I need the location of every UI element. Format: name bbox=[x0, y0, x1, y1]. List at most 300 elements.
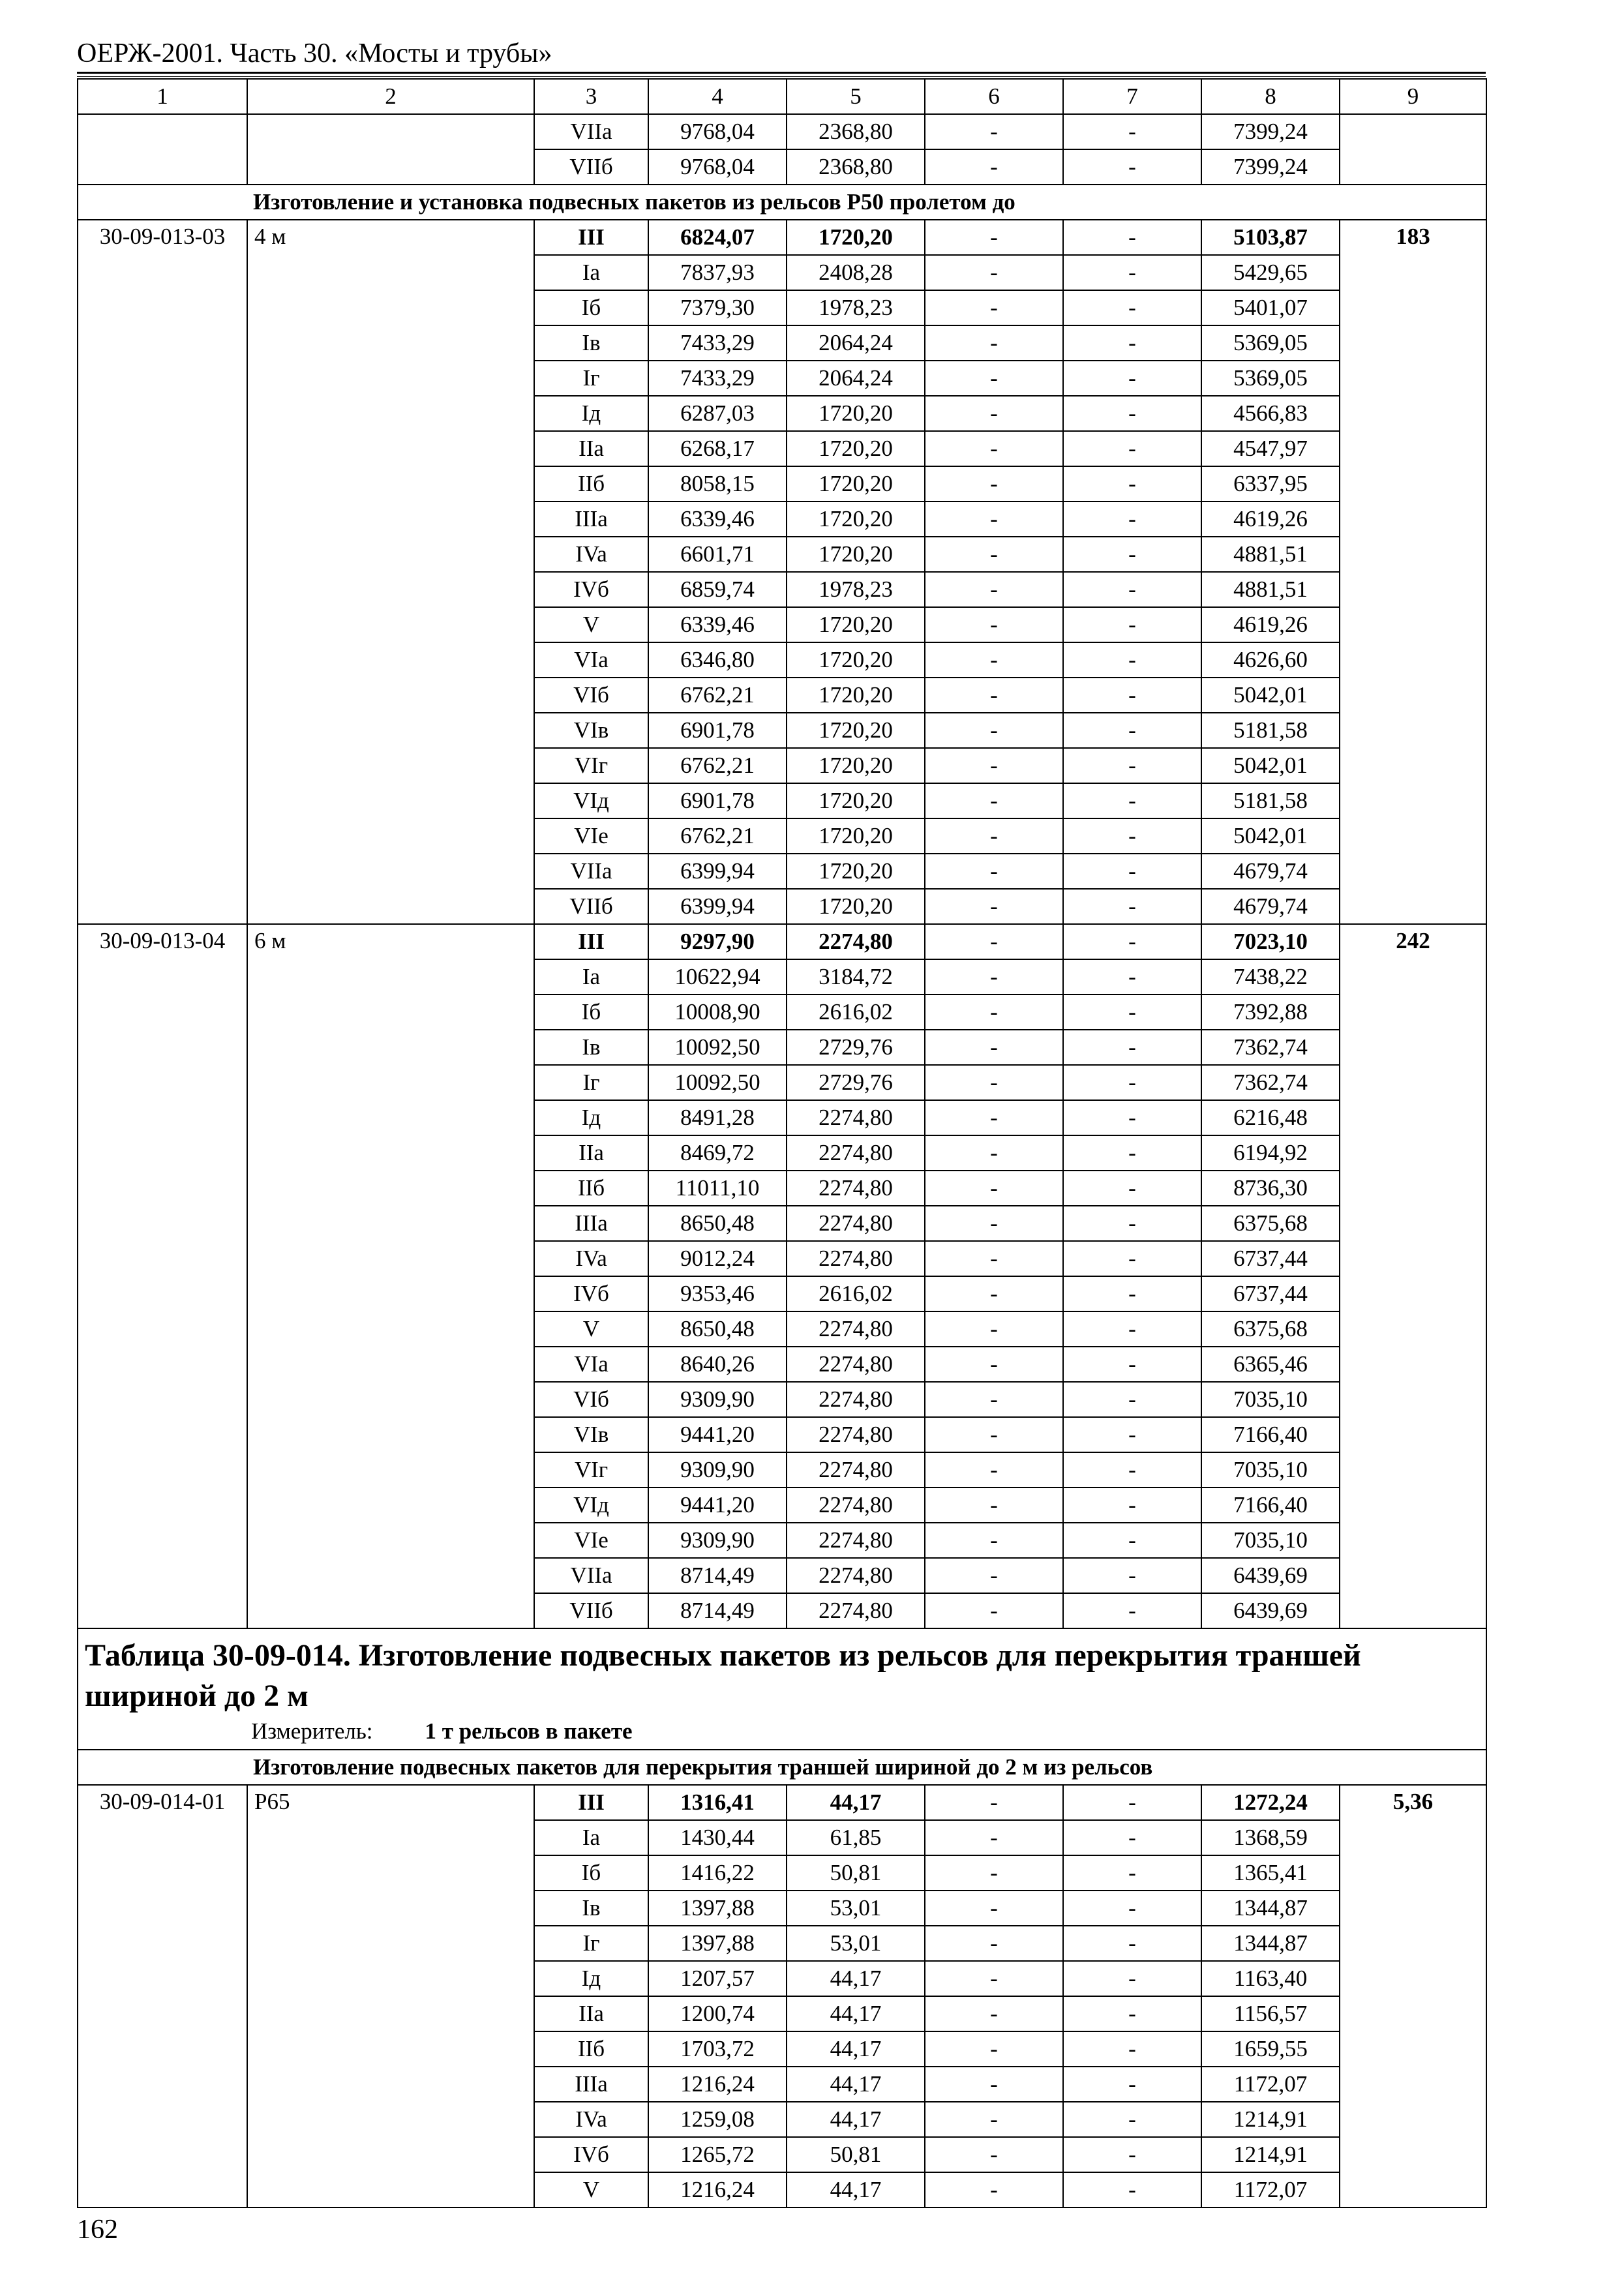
value-cell: 11011,10 bbox=[648, 1171, 787, 1206]
value-cell: VIд bbox=[534, 1488, 648, 1523]
column-number: 4 bbox=[648, 79, 787, 114]
value-cell: - bbox=[1063, 290, 1201, 325]
value-cell: - bbox=[925, 1891, 1063, 1926]
value-cell: 7166,40 bbox=[1201, 1488, 1340, 1523]
value-cell: VIIa bbox=[534, 854, 648, 889]
value-cell: - bbox=[1063, 678, 1201, 713]
value-cell: 7035,10 bbox=[1201, 1452, 1340, 1488]
column-number: 5 bbox=[787, 79, 925, 114]
value-cell: 1720,20 bbox=[787, 818, 925, 854]
value-cell: 4679,74 bbox=[1201, 854, 1340, 889]
value-cell: - bbox=[925, 1276, 1063, 1311]
value-cell: IIIa bbox=[534, 1206, 648, 1241]
value-cell: 6216,48 bbox=[1201, 1100, 1340, 1135]
value-cell: IIa bbox=[534, 1135, 648, 1171]
value-cell: 2274,80 bbox=[787, 1488, 925, 1523]
value-cell: - bbox=[1063, 1785, 1201, 1820]
value-cell: - bbox=[925, 1452, 1063, 1488]
value-cell: - bbox=[1063, 537, 1201, 572]
empty-cell bbox=[78, 114, 247, 185]
value-cell: 4881,51 bbox=[1201, 537, 1340, 572]
value-cell: - bbox=[925, 642, 1063, 678]
rate-code: 30-09-013-04 bbox=[78, 924, 247, 1628]
value-cell: 6399,94 bbox=[648, 854, 787, 889]
value-cell: 1344,87 bbox=[1201, 1926, 1340, 1961]
value-cell: 9309,90 bbox=[648, 1382, 787, 1417]
value-cell: - bbox=[925, 924, 1063, 959]
value-cell: - bbox=[1063, 572, 1201, 607]
value-cell: IIIa bbox=[534, 501, 648, 537]
value-cell: V bbox=[534, 607, 648, 642]
value-cell: - bbox=[925, 501, 1063, 537]
value-cell: - bbox=[1063, 1523, 1201, 1558]
value-cell: 1216,24 bbox=[648, 2172, 787, 2207]
value-cell: - bbox=[1063, 255, 1201, 290]
value-cell: 9309,90 bbox=[648, 1523, 787, 1558]
value-cell: - bbox=[925, 678, 1063, 713]
value-cell: - bbox=[925, 1593, 1063, 1628]
value-cell: 44,17 bbox=[787, 1961, 925, 1996]
column-number: 7 bbox=[1063, 79, 1201, 114]
value-cell: 9768,04 bbox=[648, 149, 787, 185]
value-cell: 5369,05 bbox=[1201, 325, 1340, 361]
value-cell: - bbox=[1063, 1961, 1201, 1996]
value-cell: - bbox=[1063, 1593, 1201, 1628]
value-cell: - bbox=[925, 1488, 1063, 1523]
value-cell: 7438,22 bbox=[1201, 959, 1340, 995]
value-cell: 6737,44 bbox=[1201, 1241, 1340, 1276]
value-cell: 1216,24 bbox=[648, 2067, 787, 2102]
value-cell: 4881,51 bbox=[1201, 572, 1340, 607]
value-cell: 2274,80 bbox=[787, 1417, 925, 1452]
value-cell: 8058,15 bbox=[648, 466, 787, 501]
value-cell: 61,85 bbox=[787, 1820, 925, 1855]
value-cell: V bbox=[534, 1311, 648, 1347]
value-cell: 8650,48 bbox=[648, 1311, 787, 1347]
value-cell: 6375,68 bbox=[1201, 1311, 1340, 1347]
value-cell: - bbox=[1063, 1030, 1201, 1065]
column-number: 2 bbox=[247, 79, 534, 114]
value-cell: 6901,78 bbox=[648, 713, 787, 748]
value-cell: 5042,01 bbox=[1201, 818, 1340, 854]
value-cell: - bbox=[925, 1347, 1063, 1382]
value-cell: 8491,28 bbox=[648, 1100, 787, 1135]
value-cell: 6399,94 bbox=[648, 889, 787, 924]
value-cell: Iв bbox=[534, 1891, 648, 1926]
value-cell: 5042,01 bbox=[1201, 748, 1340, 783]
value-cell: 1720,20 bbox=[787, 783, 925, 818]
value-cell: - bbox=[1063, 1996, 1201, 2031]
value-cell: - bbox=[1063, 1558, 1201, 1593]
value-cell: - bbox=[925, 396, 1063, 431]
value-cell: 6439,69 bbox=[1201, 1593, 1340, 1628]
value-cell: III bbox=[534, 924, 648, 959]
value-cell: 1259,08 bbox=[648, 2102, 787, 2137]
value-cell: Iг bbox=[534, 1065, 648, 1100]
value-cell: 6287,03 bbox=[648, 396, 787, 431]
value-cell: - bbox=[1063, 2137, 1201, 2172]
value-cell: IIб bbox=[534, 2031, 648, 2067]
value-cell: 1720,20 bbox=[787, 748, 925, 783]
value-cell: 1720,20 bbox=[787, 431, 925, 466]
value-cell: 2274,80 bbox=[787, 1135, 925, 1171]
value-cell: 1978,23 bbox=[787, 290, 925, 325]
value-cell: - bbox=[925, 1382, 1063, 1417]
value-cell: III bbox=[534, 1785, 648, 1820]
value-cell: 8714,49 bbox=[648, 1558, 787, 1593]
header-rule-thin bbox=[77, 76, 1486, 77]
value-cell: 1156,57 bbox=[1201, 1996, 1340, 2031]
value-cell: - bbox=[1063, 361, 1201, 396]
value-cell: 1659,55 bbox=[1201, 2031, 1340, 2067]
value-cell: 1720,20 bbox=[787, 466, 925, 501]
value-cell: IIб bbox=[534, 1171, 648, 1206]
value-cell: - bbox=[1063, 466, 1201, 501]
measure-unit-value: 1 т рельсов в пакете bbox=[425, 1718, 633, 1744]
value-cell: VIIб bbox=[534, 1593, 648, 1628]
value-cell: 9309,90 bbox=[648, 1452, 787, 1488]
section-heading: Изготовление подвесных пакетов для перекрытия траншей шириной до 2 м из рельсов bbox=[78, 1750, 1486, 1785]
value-cell: 8469,72 bbox=[648, 1135, 787, 1171]
value-cell: 7399,24 bbox=[1201, 149, 1340, 185]
value-cell: - bbox=[925, 466, 1063, 501]
value-cell: 6346,80 bbox=[648, 642, 787, 678]
value-cell: Iб bbox=[534, 290, 648, 325]
value-cell: - bbox=[925, 1926, 1063, 1961]
value-cell: - bbox=[1063, 1241, 1201, 1276]
value-cell: 2408,28 bbox=[787, 255, 925, 290]
value-cell: VIa bbox=[534, 1347, 648, 1382]
value-cell: 5042,01 bbox=[1201, 678, 1340, 713]
empty-cell bbox=[247, 114, 534, 185]
value-cell: - bbox=[925, 1065, 1063, 1100]
rate-column-9: 183 bbox=[1340, 220, 1486, 924]
value-cell: - bbox=[1063, 748, 1201, 783]
value-cell: 44,17 bbox=[787, 2172, 925, 2207]
value-cell: 50,81 bbox=[787, 2137, 925, 2172]
value-cell: Iв bbox=[534, 1030, 648, 1065]
value-cell: 4619,26 bbox=[1201, 501, 1340, 537]
value-cell: IIб bbox=[534, 466, 648, 501]
section-heading-row bbox=[78, 185, 1486, 220]
value-cell: 7035,10 bbox=[1201, 1523, 1340, 1558]
value-cell: IVa bbox=[534, 537, 648, 572]
value-cell: 6824,07 bbox=[648, 220, 787, 255]
value-cell: 2729,76 bbox=[787, 1030, 925, 1065]
value-cell: 6339,46 bbox=[648, 607, 787, 642]
value-cell: - bbox=[1063, 818, 1201, 854]
value-cell: VIд bbox=[534, 783, 648, 818]
value-cell: Iд bbox=[534, 396, 648, 431]
value-cell: 2274,80 bbox=[787, 1241, 925, 1276]
value-cell: 2616,02 bbox=[787, 995, 925, 1030]
value-cell: - bbox=[925, 889, 1063, 924]
value-cell: - bbox=[1063, 1417, 1201, 1452]
value-cell: 7837,93 bbox=[648, 255, 787, 290]
measure-unit-label: Измеритель: bbox=[251, 1718, 373, 1744]
value-cell: Iв bbox=[534, 325, 648, 361]
running-title: ОЕРЖ-2001. Часть 30. «Мосты и трубы» bbox=[77, 38, 552, 68]
value-cell: 2274,80 bbox=[787, 1347, 925, 1382]
value-cell: - bbox=[925, 1523, 1063, 1558]
value-cell: - bbox=[925, 713, 1063, 748]
value-cell: III bbox=[534, 220, 648, 255]
value-cell: - bbox=[1063, 607, 1201, 642]
value-cell: 1720,20 bbox=[787, 220, 925, 255]
value-cell: - bbox=[925, 1171, 1063, 1206]
value-cell: 5181,58 bbox=[1201, 783, 1340, 818]
value-cell: 8736,30 bbox=[1201, 1171, 1340, 1206]
value-cell: 9353,46 bbox=[648, 1276, 787, 1311]
value-cell: - bbox=[925, 1996, 1063, 2031]
value-cell: VIe bbox=[534, 818, 648, 854]
value-cell: 10008,90 bbox=[648, 995, 787, 1030]
value-cell: - bbox=[1063, 854, 1201, 889]
value-cell: 9297,90 bbox=[648, 924, 787, 959]
value-cell: 6339,46 bbox=[648, 501, 787, 537]
value-cell: - bbox=[925, 2172, 1063, 2207]
value-cell: 7166,40 bbox=[1201, 1417, 1340, 1452]
value-cell: 2274,80 bbox=[787, 1311, 925, 1347]
value-cell: 1720,20 bbox=[787, 642, 925, 678]
value-cell: 1720,20 bbox=[787, 501, 925, 537]
value-cell: VIe bbox=[534, 1523, 648, 1558]
rate-code: 30-09-013-03 bbox=[78, 220, 247, 924]
value-cell: - bbox=[1063, 114, 1201, 149]
value-cell: 4679,74 bbox=[1201, 889, 1340, 924]
value-cell: 3184,72 bbox=[787, 959, 925, 995]
value-cell: 7433,29 bbox=[648, 361, 787, 396]
value-cell: - bbox=[925, 1311, 1063, 1347]
header-rule bbox=[77, 72, 1486, 74]
column-number: 8 bbox=[1201, 79, 1340, 114]
value-cell: Iг bbox=[534, 361, 648, 396]
value-cell: 7362,74 bbox=[1201, 1065, 1340, 1100]
value-cell: 1720,20 bbox=[787, 678, 925, 713]
value-cell: 1316,41 bbox=[648, 1785, 787, 1820]
value-cell: - bbox=[925, 607, 1063, 642]
value-cell: - bbox=[925, 1961, 1063, 1996]
value-cell: Ia bbox=[534, 1820, 648, 1855]
value-cell: 1978,23 bbox=[787, 572, 925, 607]
value-cell: Iд bbox=[534, 1961, 648, 1996]
value-cell: - bbox=[925, 1855, 1063, 1891]
value-cell: VIб bbox=[534, 1382, 648, 1417]
value-cell: 2729,76 bbox=[787, 1065, 925, 1100]
value-cell: 7379,30 bbox=[648, 290, 787, 325]
value-cell: - bbox=[925, 1135, 1063, 1171]
value-cell: 7433,29 bbox=[648, 325, 787, 361]
empty-cell bbox=[1340, 114, 1486, 185]
value-cell: 4566,83 bbox=[1201, 396, 1340, 431]
table-row bbox=[78, 114, 1486, 149]
table-row bbox=[78, 220, 1486, 255]
table-title-cell bbox=[78, 1628, 1486, 1750]
value-cell: 1720,20 bbox=[787, 396, 925, 431]
column-number: 3 bbox=[534, 79, 648, 114]
value-cell: 5181,58 bbox=[1201, 713, 1340, 748]
value-cell: - bbox=[1063, 995, 1201, 1030]
value-cell: 2274,80 bbox=[787, 1382, 925, 1417]
value-cell: 6268,17 bbox=[648, 431, 787, 466]
value-cell: 2368,80 bbox=[787, 149, 925, 185]
value-cell: - bbox=[1063, 1926, 1201, 1961]
value-cell: 2274,80 bbox=[787, 924, 925, 959]
value-cell: - bbox=[925, 220, 1063, 255]
value-cell: - bbox=[925, 783, 1063, 818]
value-cell: - bbox=[925, 2137, 1063, 2172]
value-cell: 6601,71 bbox=[648, 537, 787, 572]
rate-name: Р65 bbox=[247, 1785, 534, 2207]
value-cell: 5429,65 bbox=[1201, 255, 1340, 290]
value-cell: IIa bbox=[534, 431, 648, 466]
value-cell: Ia bbox=[534, 959, 648, 995]
value-cell: IVб bbox=[534, 572, 648, 607]
value-cell: - bbox=[925, 2102, 1063, 2137]
value-cell: 2274,80 bbox=[787, 1523, 925, 1558]
value-cell: - bbox=[1063, 325, 1201, 361]
value-cell: 1214,91 bbox=[1201, 2137, 1340, 2172]
column-number: 9 bbox=[1340, 79, 1486, 114]
value-cell: - bbox=[1063, 783, 1201, 818]
value-cell: 1214,91 bbox=[1201, 2102, 1340, 2137]
value-cell: 1265,72 bbox=[648, 2137, 787, 2172]
value-cell: 9012,24 bbox=[648, 1241, 787, 1276]
value-cell: 2274,80 bbox=[787, 1100, 925, 1135]
value-cell: - bbox=[925, 995, 1063, 1030]
value-cell: 5369,05 bbox=[1201, 361, 1340, 396]
rate-column-9: 5,36 bbox=[1340, 1785, 1486, 2207]
value-cell: - bbox=[925, 818, 1063, 854]
value-cell: 44,17 bbox=[787, 2031, 925, 2067]
value-cell: 7035,10 bbox=[1201, 1382, 1340, 1417]
value-cell: 44,17 bbox=[787, 2067, 925, 2102]
value-cell: IVa bbox=[534, 2102, 648, 2137]
value-cell: 6762,21 bbox=[648, 748, 787, 783]
value-cell: 1368,59 bbox=[1201, 1820, 1340, 1855]
value-cell: VIa bbox=[534, 642, 648, 678]
value-cell: 10092,50 bbox=[648, 1030, 787, 1065]
value-cell: 53,01 bbox=[787, 1926, 925, 1961]
value-cell: - bbox=[1063, 1100, 1201, 1135]
value-cell: 2616,02 bbox=[787, 1276, 925, 1311]
value-cell: - bbox=[925, 2067, 1063, 2102]
value-cell: 8714,49 bbox=[648, 1593, 787, 1628]
value-cell: 2274,80 bbox=[787, 1206, 925, 1241]
table-title-row bbox=[78, 1628, 1486, 1750]
value-cell: 7362,74 bbox=[1201, 1030, 1340, 1065]
value-cell: IIa bbox=[534, 1996, 648, 2031]
rates-table bbox=[77, 78, 1487, 2208]
value-cell: 1703,72 bbox=[648, 2031, 787, 2067]
value-cell: 5401,07 bbox=[1201, 290, 1340, 325]
value-cell: Ia bbox=[534, 255, 648, 290]
rate-name: 4 м bbox=[247, 220, 534, 924]
value-cell: 4619,26 bbox=[1201, 607, 1340, 642]
value-cell: 1720,20 bbox=[787, 607, 925, 642]
value-cell: - bbox=[1063, 713, 1201, 748]
value-cell: VIг bbox=[534, 1452, 648, 1488]
value-cell: - bbox=[1063, 1311, 1201, 1347]
value-cell: 2274,80 bbox=[787, 1171, 925, 1206]
value-cell: 2274,80 bbox=[787, 1558, 925, 1593]
value-cell: 2064,24 bbox=[787, 361, 925, 396]
value-cell: VIIб bbox=[534, 889, 648, 924]
value-cell: - bbox=[1063, 1276, 1201, 1311]
value-cell: VIв bbox=[534, 713, 648, 748]
value-cell: 1163,40 bbox=[1201, 1961, 1340, 1996]
value-cell: - bbox=[925, 1100, 1063, 1135]
value-cell: 7023,10 bbox=[1201, 924, 1340, 959]
value-cell: - bbox=[1063, 1891, 1201, 1926]
value-cell: - bbox=[925, 959, 1063, 995]
value-cell: - bbox=[925, 1241, 1063, 1276]
value-cell: 9441,20 bbox=[648, 1417, 787, 1452]
value-cell: 1720,20 bbox=[787, 889, 925, 924]
value-cell: Iб bbox=[534, 995, 648, 1030]
value-cell: 1416,22 bbox=[648, 1855, 787, 1891]
value-cell: 1720,20 bbox=[787, 713, 925, 748]
value-cell: - bbox=[1063, 1820, 1201, 1855]
table-row bbox=[78, 924, 1486, 959]
measure-unit-line bbox=[85, 1716, 1479, 1746]
value-cell: 5103,87 bbox=[1201, 220, 1340, 255]
value-cell: 50,81 bbox=[787, 1855, 925, 1891]
value-cell: 2274,80 bbox=[787, 1452, 925, 1488]
value-cell: 6439,69 bbox=[1201, 1558, 1340, 1593]
value-cell: 7392,88 bbox=[1201, 995, 1340, 1030]
value-cell: VIIa bbox=[534, 1558, 648, 1593]
value-cell: - bbox=[925, 748, 1063, 783]
value-cell: 6859,74 bbox=[648, 572, 787, 607]
value-cell: - bbox=[925, 1417, 1063, 1452]
value-cell: VIв bbox=[534, 1417, 648, 1452]
value-cell: - bbox=[925, 1206, 1063, 1241]
value-cell: IIIa bbox=[534, 2067, 648, 2102]
value-cell: 1172,07 bbox=[1201, 2172, 1340, 2207]
value-cell: VIб bbox=[534, 678, 648, 713]
value-cell: - bbox=[1063, 1382, 1201, 1417]
value-cell: 9441,20 bbox=[648, 1488, 787, 1523]
value-cell: 7399,24 bbox=[1201, 114, 1340, 149]
value-cell: - bbox=[1063, 501, 1201, 537]
value-cell: IVб bbox=[534, 1276, 648, 1311]
value-cell: IVa bbox=[534, 1241, 648, 1276]
value-cell: - bbox=[925, 325, 1063, 361]
value-cell: - bbox=[1063, 642, 1201, 678]
value-cell: 10092,50 bbox=[648, 1065, 787, 1100]
value-cell: - bbox=[925, 290, 1063, 325]
value-cell: 8650,48 bbox=[648, 1206, 787, 1241]
value-cell: 1397,88 bbox=[648, 1891, 787, 1926]
value-cell: - bbox=[925, 854, 1063, 889]
value-cell: - bbox=[1063, 2172, 1201, 2207]
page-number: 162 bbox=[77, 2215, 118, 2245]
value-cell: VIIa bbox=[534, 114, 648, 149]
value-cell: 1397,88 bbox=[648, 1926, 787, 1961]
table-title: Таблица 30-09-014. Изготовление подвесных пакетов из рельсов для перекрытия траншей шириной до 2 м bbox=[85, 1638, 1361, 1713]
value-cell: 44,17 bbox=[787, 2102, 925, 2137]
value-cell: - bbox=[1063, 2067, 1201, 2102]
column-number: 1 bbox=[78, 79, 247, 114]
value-cell: 1207,57 bbox=[648, 1961, 787, 1996]
value-cell: - bbox=[925, 572, 1063, 607]
value-cell: - bbox=[1063, 2031, 1201, 2067]
value-cell: - bbox=[1063, 396, 1201, 431]
value-cell: - bbox=[925, 537, 1063, 572]
value-cell: - bbox=[1063, 1347, 1201, 1382]
value-cell: - bbox=[925, 1820, 1063, 1855]
